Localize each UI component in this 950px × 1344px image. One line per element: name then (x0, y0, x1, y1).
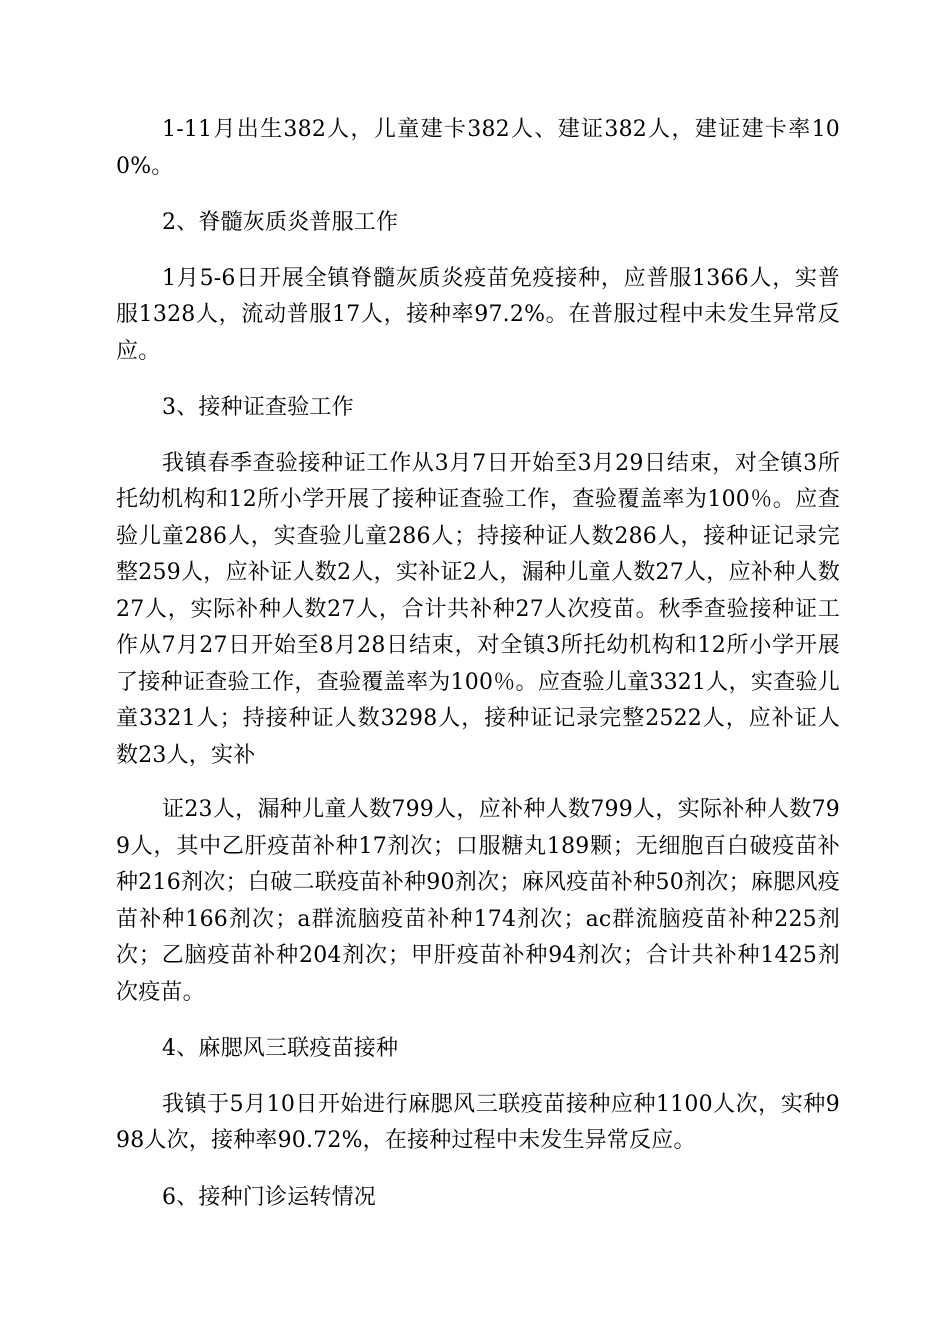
heading-mmr-vaccination: 4、麻腮风三联疫苗接种 (162, 1036, 399, 1061)
heading-certificate-check: 3、接种证查验工作 (162, 395, 354, 420)
heading-clinic-operation: 6、接种门诊运转情况 (162, 1184, 376, 1210)
paragraph-certificate-check-continued: 证23人，漏种儿童人数799人，应补种人数799人，实际补种人数799人，其中乙肝疫苗补种17剂次；口服糖丸189颗；无细胞百白破疫苗补种216剂次；白破二联疫苗补种90剂次；麻风疫苗补种50剂次；麻腮风疫苗补种166剂次；a群流脑疫苗补种174剂次；ac群流脑疫苗补种225剂次；乙脑疫苗补种204剂次；甲肝疫苗补种94剂次；合计共补种1425剂次疫苗。 (116, 797, 840, 1005)
paragraph-certificate-check: 我镇春季查验接种证工作从3月7日开始至3月29日结束，对全镇3所托幼机构和12所小学开展了接种证查验工作，查验覆盖率为100％。应查验儿童286人，实查验儿童286人；持接种证人数286人，接种证记录完整259人，应补证人数2人，实补证2人，漏种儿童人数27人，应补种人数27人，实际补种人数27人，合计共补种27人次疫苗。秋季查验接种证工作从7月27日开始至8月28日结束，对全镇3所托幼机构和12所小学开展了接种证查验工作，查验覆盖率为100％。应查验儿童3321人，实查验儿童3321人；持接种证人数3298人，接种证记录完整2522人，应补证人数23人，实补 (116, 450, 840, 768)
paragraph-mmr-vaccination: 我镇于5月10日开始进行麻腮风三联疫苗接种应种1100人次，实种998人次，接种率90.72%，在接种过程中未发生异常反应。 (116, 1091, 840, 1153)
document-page (116, 112, 840, 1216)
paragraph-polio-campaign: 1月5-6日开展全镇脊髓灰质炎疫苗免疫接种，应普服1366人，实普服1328人，流动普服17人，接种率97.2%。在普服过程中未发生异常反应。 (116, 265, 840, 364)
paragraph-birth-records: 1-11月出生382人，儿童建卡382人、建证382人，建证建卡率100%。 (116, 117, 840, 179)
heading-polio-campaign: 2、脊髓灰质炎普服工作 (162, 210, 399, 235)
